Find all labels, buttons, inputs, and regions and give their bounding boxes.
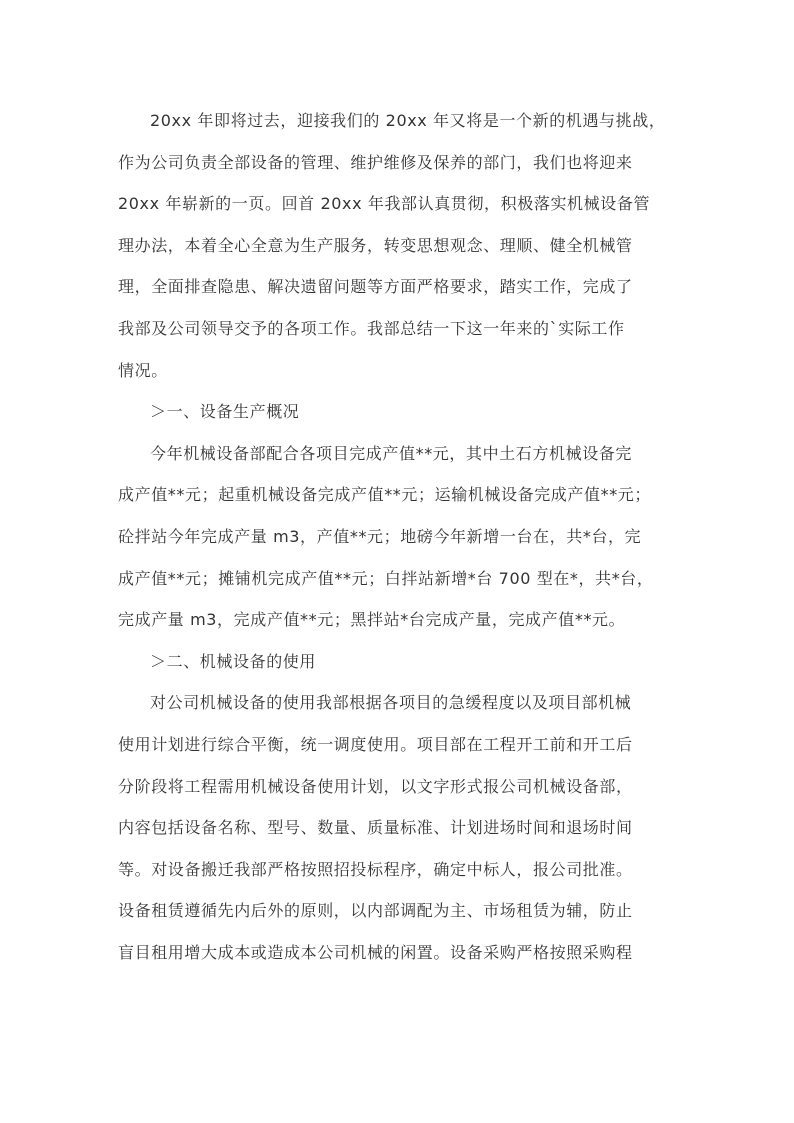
- paragraph-1-line-2: 作为公司负责全部设备的管理、维护维修及保养的部门，我们也将迎来: [118, 152, 633, 172]
- paragraph-3-line-4: 内容包括设备名称、型号、数量、质量标准、计划进场时间和退场时间: [118, 818, 633, 838]
- paragraph-2-line-3: 砼拌站今年完成产量 m3，产值**元；地磅今年新增一台在，共*台，完: [118, 526, 642, 546]
- paragraph-1-line-1: 20xx 年即将过去，迎接我们的 20xx 年又将是一个新的机遇与挑战，: [150, 111, 666, 130]
- document-body: [118, 100, 678, 973]
- paragraph-3-line-5: 等。对设备搬迁我部严格按照招投标程序，确定中标人，报公司批准。: [118, 859, 633, 879]
- paragraph-3-line-1: 对公司机械设备的使用我部根据各项目的急缓程度以及项目部机械: [150, 693, 632, 713]
- paragraph-2-line-1: 今年机械设备部配合各项目完成产值**元，其中土石方机械设备完: [150, 443, 633, 463]
- paragraph-3-line-2: 使用计划进行综合平衡，统一调度使用。项目部在工程开工前和开工后: [118, 734, 633, 754]
- paragraph-1-line-7: 情况。: [118, 360, 168, 380]
- section-heading-1: ＞一、设备生产概况: [150, 402, 300, 422]
- paragraph-2-line-2: 成产值**元；起重机械设备完成产值**元；运输机械设备完成产值**元；: [118, 485, 652, 505]
- paragraph-3-line-7: 盲目租用增大成本或造成本公司机械的闲置。设备采购严格按照采购程: [118, 942, 633, 962]
- paragraph-2-line-5: 完成产量 m3，完成产值**元；黑拌站*台完成产量，完成产值**元。: [118, 610, 626, 630]
- paragraph-1-line-5: 理，全面排查隐患、解决遗留问题等方面严格要求，踏实工作，完成了: [118, 277, 633, 297]
- paragraph-2-line-4: 成产值**元；摊铺机完成产值**元；白拌站新增*台 700 型在*，共*台，: [118, 568, 654, 588]
- paragraph-1-line-6: 我部及公司领导交予的各项工作。我部总结一下这一年来的`实际工作: [118, 318, 625, 338]
- paragraph-1-line-3: 20xx 年崭新的一页。回首 20xx 年我部认真贯彻，积极落实机械设备管: [118, 194, 651, 214]
- paragraph-1-line-4: 理办法，本着全心全意为生产服务，转变思想观念、理顺、健全机械管: [118, 235, 633, 255]
- paragraph-3-line-6: 设备租赁遵循先内后外的原则，以内部调配为主、市场租赁为辅，防止: [118, 901, 633, 921]
- paragraph-3-line-3: 分阶段将工程需用机械设备使用计划，以文字形式报公司机械设备部，: [118, 776, 633, 796]
- section-heading-2: ＞二、机械设备的使用: [150, 651, 317, 671]
